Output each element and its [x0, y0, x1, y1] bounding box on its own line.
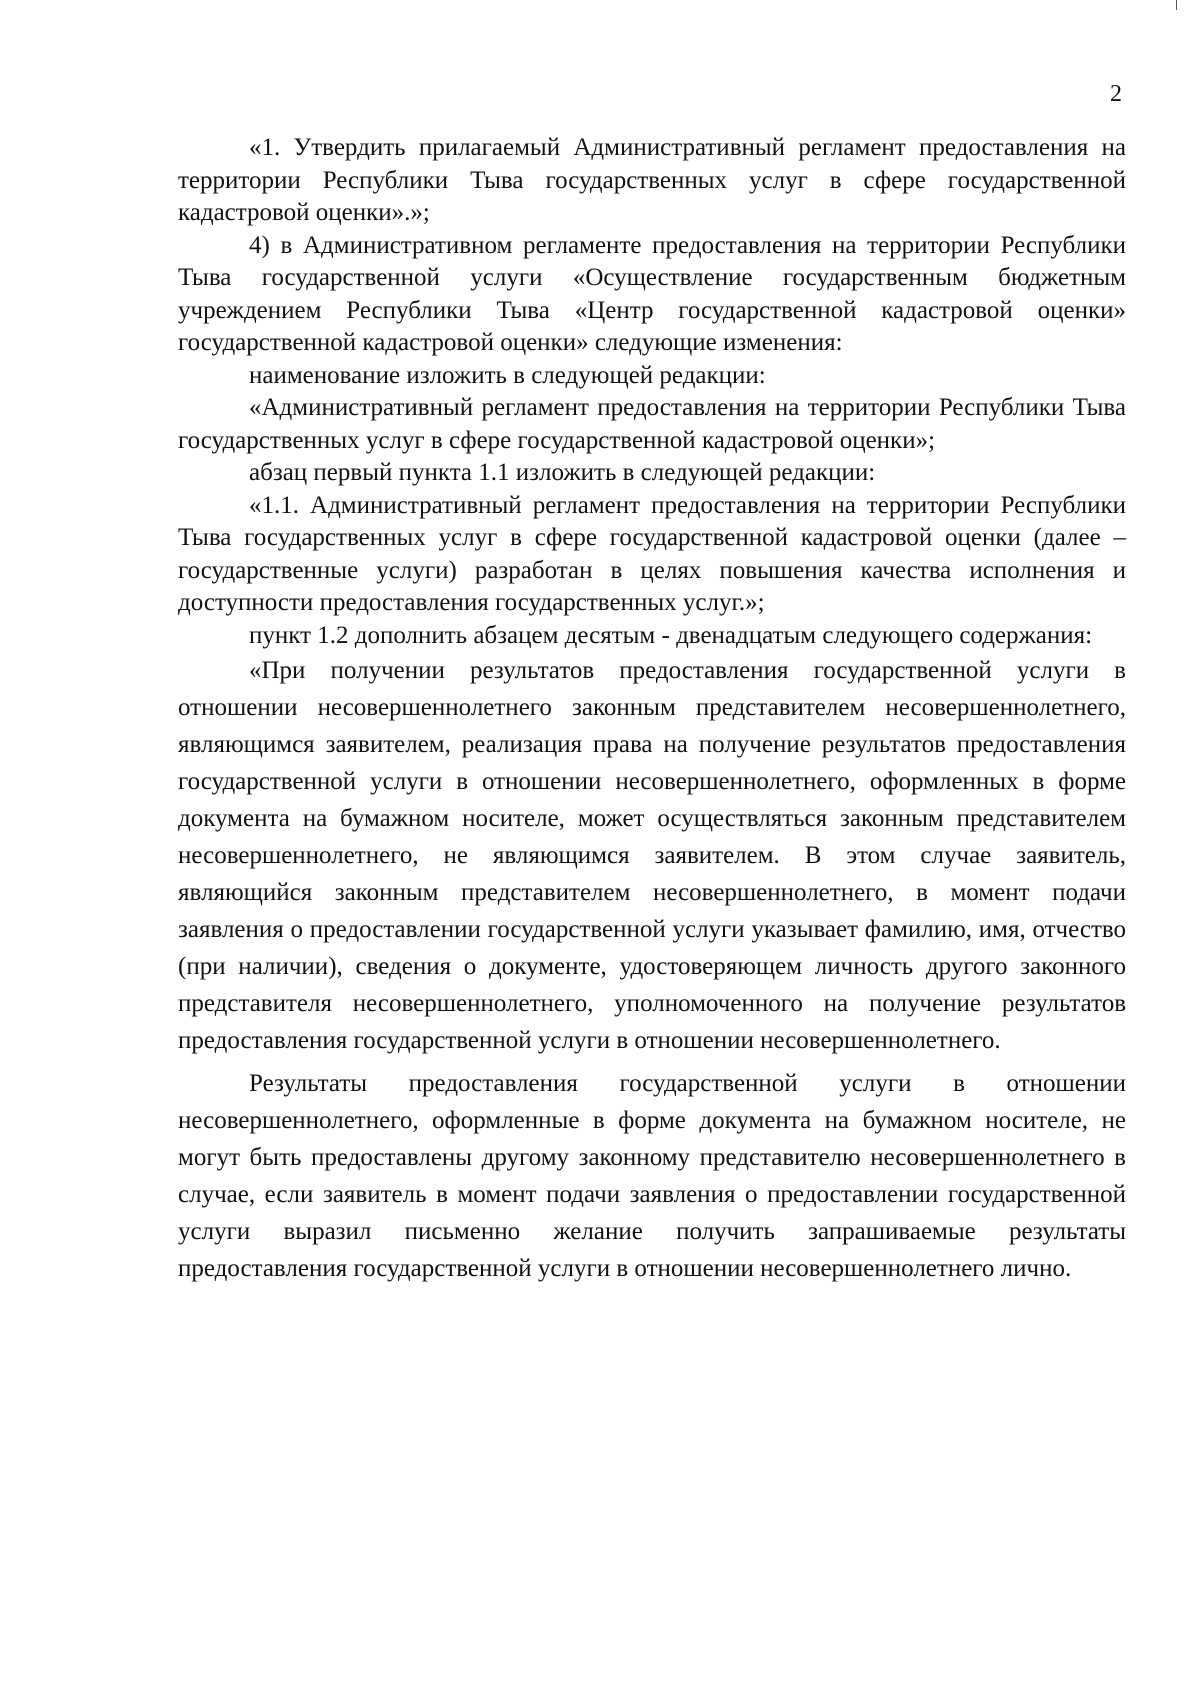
paragraph-minor-results-restriction: Результаты предоставления государственной услуги в отношении несовершеннолетнего, оформленные в форме документа на бумажном носителе, не могут быть предоставлены другому законному представителю несовершеннолетнего в случае, если заявитель в момент подачи заявления о предоставлении государственной услуги выразил письменно желание получить запрашиваемые результаты предоставления государственной услуги в отношении несовершеннолетнего лично.: [178, 1070, 1126, 1282]
paragraph-clause-1-1: «1.1. Административный регламент предоставления на территории Республики Тыва государственных услуг в сфере государственной кадастровой оценки (далее – государственные услуги) разработан в целях повышения качества исполнения и доступности предоставления государственных услуг.»;: [178, 491, 1126, 616]
paragraph-item-1: «1. Утвердить прилагаемый Административный регламент предоставления на территории Республики Тыва государственных услуг в сфере государственной кадастровой оценки».»;: [178, 134, 1126, 226]
paragraph-clause-1-1-intro: абзац первый пункта 1.1 изложить в следующей редакции:: [249, 459, 876, 486]
scan-edge-mark: [1176, 0, 1177, 10]
paragraph-minor-results: «При получении результатов предоставления государственной услуги в отношении несовершеннолетнего законным представителем несовершеннолетнего, являющимся заявителем, реализация права на получение результатов предоставления государственной услуги в отношении несовершеннолетнего, оформленных в форме документа на бумажном носителе, может осуществляться законным представителем несовершеннолетнего, не являющимся заявителем. В этом случае заявитель, являющийся законным представителем несовершеннолетнего, в момент подачи заявления о предоставлении государственной услуги указывает фамилию, имя, отчество (при наличии), сведения о документе, удостоверяющем личность другого законного представителя несовершеннолетнего, уполномоченного на получение результатов предоставления государственной услуги в отношении несовершеннолетнего.: [178, 657, 1126, 1054]
document-body: [178, 132, 1126, 1287]
paragraph-item-4: 4) в Административном регламенте предоставления на территории Республики Тыва государственной услуги «Осуществление государственным бюджетным учреждением Республики Тыва «Центр государственной кадастровой оценки» государственной кадастровой оценки» следующие изменения:: [178, 231, 1126, 356]
paragraph-new-name: «Административный регламент предоставления на территории Республики Тыва государственных услуг в сфере государственной кадастровой оценки»;: [178, 394, 1126, 454]
paragraph-name-change: наименование изложить в следующей редакции:: [249, 361, 766, 389]
paragraph-clause-1-2-intro: пункт 1.2 дополнить абзацем десятым - двенадцатым следующего содержания:: [249, 621, 1093, 649]
page-number: 2: [1110, 81, 1122, 107]
